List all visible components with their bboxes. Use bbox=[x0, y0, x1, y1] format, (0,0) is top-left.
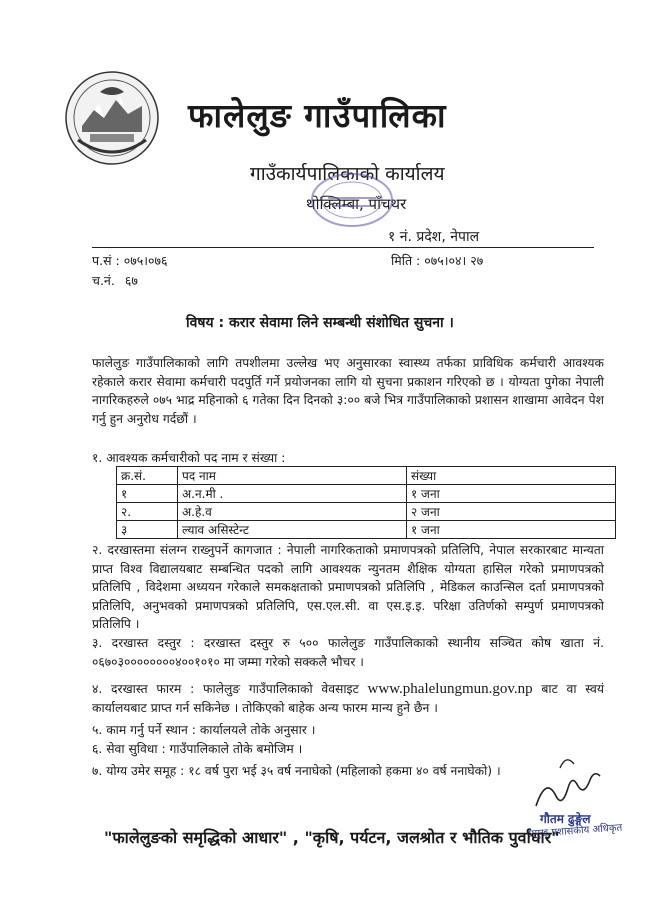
table-cell: २. bbox=[117, 503, 178, 521]
table-header-row bbox=[117, 467, 616, 485]
intro-paragraph: फालेलुङ गाउँपालिकाको लागि तपशीलमा उल्लेख भए अनुसारका स्वास्थ्य तर्फका प्राविधिक कर्मचारी आवश्यक रहेकाले करार सेवामा कर्मचारी पदपुर्ति गर्ने प्रयोजनका लागि यो सुचना प्रकाशन गरिएको छ । योग्यता पुगेका नेपाली नागरिकहरुले ०७५ भाद्र महिनाको ६ गतेका दिन दिनको ३:०० बजे भित्र गाउँपालिकाको प्रशासन शाखामा आवेदन पेश गर्नु हुन अनुरोध गर्दछौं । bbox=[92, 356, 604, 426]
item-3-fee: ३. दरखास्त दस्तुर : दरखास्त दस्तुर रु ५०० फालेलुङ गाउँपालिकाको स्थानीय सञ्चित कोष खाता नं. ०६७०३००००००००४००१०१० मा जम्मा गरेको सक्कलै भौचर । bbox=[92, 636, 604, 669]
dispatch-value: ६७ bbox=[124, 273, 138, 288]
signature bbox=[530, 748, 610, 818]
date-label: मिति bbox=[391, 253, 413, 268]
table-cell: १ जना bbox=[407, 521, 616, 539]
item-6-benefits: ६. सेवा सुविधा : गाउँपालिकाले तोके बमोजिम । bbox=[92, 742, 303, 756]
ref-value: ०७५।०७६ bbox=[123, 253, 168, 268]
item-4-form bbox=[92, 680, 604, 717]
table-header: क्र.सं. bbox=[117, 467, 178, 485]
staff-table bbox=[116, 466, 616, 539]
table-header: पद नाम bbox=[178, 467, 407, 485]
website-link[interactable]: www.phalelungmun.gov.np bbox=[367, 681, 533, 697]
item-4-text: ४. दरखास्त फारम : फालेलुङ गाउँपालिकाको वेवसाइट bbox=[92, 682, 359, 696]
dispatch-label: च.नं. bbox=[92, 273, 115, 288]
signer-name: गौतम ढुङ्गेल bbox=[540, 812, 591, 826]
table-header: संख्या bbox=[407, 467, 616, 485]
table-row bbox=[117, 485, 616, 503]
item-7-age-group: ७. योग्य उमेर समूह : १८ वर्ष पुरा भई ३५ वर्ष ननाघेको (महिलाको हकमा ४० वर्ष ननाघेको) । bbox=[92, 764, 501, 778]
dispatch-number bbox=[92, 272, 138, 289]
table-cell: अ.न.मी . bbox=[178, 485, 407, 503]
item-4-text-cont: बाट वा स्वयं कार्यालयबाट प्राप्त गर्न सकिनेछ । तोकिएको बाहेक अन्य फारम मान्य हुने छैन । bbox=[92, 682, 605, 715]
date: मिति : ०७५।०४। २७ bbox=[391, 253, 484, 268]
header-divider bbox=[92, 247, 594, 248]
item-1-label: १. आवश्यक कर्मचारीको पद नाम र संख्या : bbox=[92, 451, 286, 465]
table-cell: १ जना bbox=[407, 485, 616, 503]
table-row bbox=[117, 503, 616, 521]
table-cell: २ जना bbox=[407, 503, 616, 521]
office-stamp bbox=[306, 168, 398, 232]
table-cell: अ.हे.व bbox=[178, 503, 407, 521]
subject-line: विषय : करार सेवामा लिने सम्बन्धी संशोधित सुचना । bbox=[186, 315, 454, 331]
office-name: गाउँकार्यपालिकाको कार्यालय bbox=[250, 163, 445, 185]
motto: "फालेलुङको समृद्धिको आधार" , "कृषि, पर्यटन, जलश्रोत र भौतिक पुर्वाधार" bbox=[104, 828, 560, 847]
table-cell: ल्याव असिस्टेन्ट bbox=[178, 521, 407, 539]
emblem-logo bbox=[64, 70, 160, 166]
office-address: थोक्लिम्बा, पाँचथर bbox=[306, 195, 407, 213]
item-2-documents: २. दरखास्तमा संलग्न राख्नुपर्ने कागजात : नेपाली नागरिकताको प्रमाणपत्रको प्रतिलिपि, नेपाल सरकारबाट मान्यता प्राप्त विश्व विद्यालयबाट सम्बन्धित पदको लागि आवश्यक न्युनतम शैक्षिक योग्यता हासिल गरेको प्रमाणपत्रको प्रतिलिपि , विदेशमा अध्ययन गरेकाले समकक्षताको प्रमाणपत्रको प्रतिलिपि , मेडिकल काउन्सिल दर्ता प्रमाणपत्रको प्रतिलिपि, अनुभवको प्रमाणपत्रको प्रतिलिपि, एस.एल.सी. वा एस.इ.इ. परिक्षा उतिर्णको सम्पुर्ण प्रमाणपत्रको प्रतिलिपि । bbox=[92, 543, 604, 631]
table-cell: १ bbox=[117, 485, 178, 503]
org-name: फालेलुङ गाउँपालिका bbox=[188, 96, 447, 135]
reference-number: प.सं : ०७५।०७६ bbox=[92, 253, 168, 268]
item-5-workplace: ५. काम गर्नु पर्ने स्थान : कार्यालयले तोके अनुसार । bbox=[92, 723, 316, 737]
table-row bbox=[117, 521, 616, 539]
province-line: १ नं. प्रदेश, नेपाल bbox=[388, 229, 480, 245]
date-value: ०७५।०४। २७ bbox=[424, 253, 484, 268]
ref-label: प.सं bbox=[92, 253, 112, 268]
signer-title: प्रमुख प्रशासकीय अधिकृत bbox=[528, 822, 623, 840]
table-cell: ३ bbox=[117, 521, 178, 539]
